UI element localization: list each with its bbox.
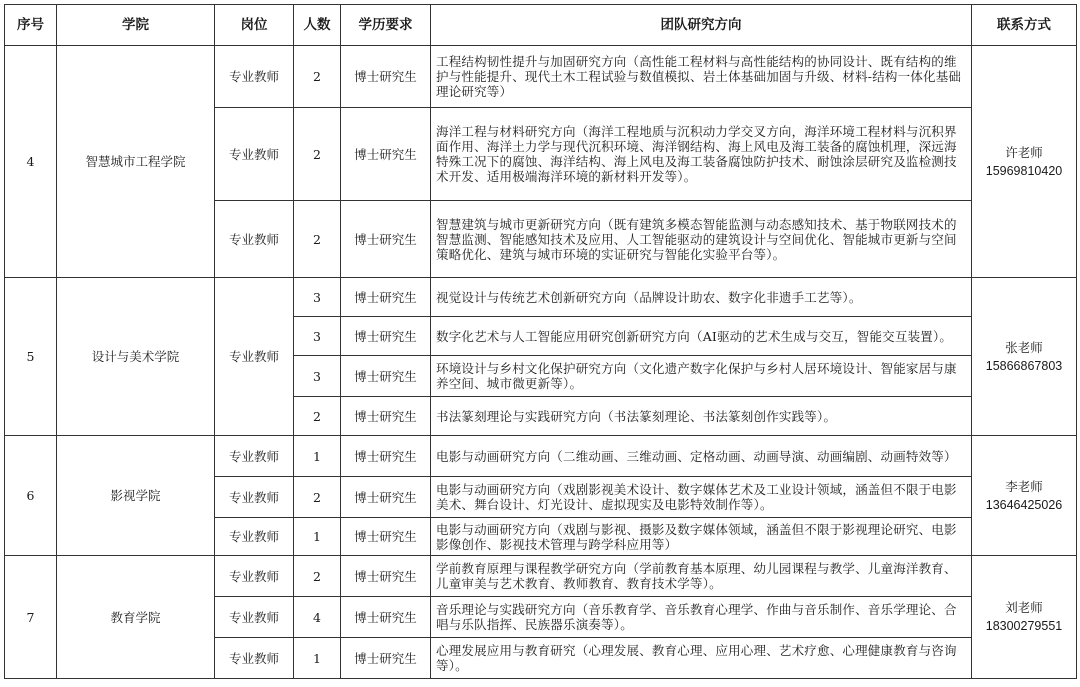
- count-cell: 2: [294, 556, 341, 597]
- post-cell: 专业教师: [215, 436, 294, 477]
- edu-cell: 博士研究生: [341, 638, 431, 679]
- contact-cell: [972, 46, 1077, 278]
- post-cell: 专业教师: [215, 278, 294, 436]
- direction-cell: 视觉设计与传统艺术创新研究方向（品牌设计助农、数字化非遗手工艺等）。: [431, 278, 972, 317]
- college-cell: 影视学院: [57, 436, 215, 556]
- direction-cell: 心理发展应用与教育研究（心理发展、教育心理、应用心理、艺术疗愈、心理健康教育与咨询等）。: [431, 638, 972, 679]
- edu-cell: 博士研究生: [341, 278, 431, 317]
- direction-cell: 书法篆刻理论与实践研究方向（书法篆刻理论、书法篆刻创作实践等）。: [431, 397, 972, 436]
- contact-phone: 15866867803: [985, 358, 1063, 373]
- contact-name: 李老师: [1005, 478, 1043, 494]
- direction-cell: 电影与动画研究方向（二维动画、三维动画、定格动画、动画导演、动画编剧、动画特效等）: [431, 436, 972, 477]
- header-college: 学院: [57, 5, 215, 46]
- post-cell: 专业教师: [215, 556, 294, 597]
- count-cell: 2: [294, 201, 341, 278]
- contact-name: 张老师: [1005, 339, 1043, 355]
- contact-name: 刘老师: [1005, 600, 1043, 615]
- direction-cell: 海洋工程与材料研究方向（海洋工程地质与沉积动力学交叉方向，海洋环境工程材料与沉积界面作用、海洋土力学与现代沉积环境、海洋钢结构、海上风电及海工装备的腐蚀机理，深远海特殊工况下的腐蚀、海洋结构、海上风电及海工装备腐蚀防护技术、耐蚀涂层研究及监检测技术开发、适用极端海洋环境的新材料开发等）。: [431, 108, 972, 201]
- direction-cell: 电影与动画研究方向（戏剧影视美术设计、数字媒体艺术及工业设计领域，涵盖但不限于电影美术、舞台设计、灯光设计、虚拟现实及电影特效制作等）。: [431, 477, 972, 518]
- header-row: [5, 5, 1077, 46]
- count-cell: 2: [294, 477, 341, 518]
- edu-cell: 博士研究生: [341, 201, 431, 278]
- post-cell: 专业教师: [215, 46, 294, 108]
- seq-cell: 4: [5, 46, 57, 278]
- post-cell: 专业教师: [215, 597, 294, 638]
- post-cell: 专业教师: [215, 518, 294, 556]
- edu-cell: 博士研究生: [341, 436, 431, 477]
- direction-cell: 环境设计与乡村文化保护研究方向（文化遗产数字化保护与乡村人居环境设计、智能家居与康养空间、城市微更新等）。: [431, 356, 972, 397]
- direction-cell: 智慧建筑与城市更新研究方向（既有建筑多模态智能监测与动态感知技术、基于物联网技术的智慧监测、智能感知技术及应用、人工智能驱动的建筑设计与空间优化、智能城市更新与空间策略优化、建筑与城市环境的实证研究与智能化实验平台等）。: [431, 201, 972, 278]
- contact-cell: [972, 278, 1077, 436]
- edu-cell: 博士研究生: [341, 317, 431, 356]
- edu-cell: 博士研究生: [341, 356, 431, 397]
- edu-cell: 博士研究生: [341, 556, 431, 597]
- count-cell: 3: [294, 278, 341, 317]
- direction-cell: 音乐理论与实践研究方向（音乐教育学、音乐教育心理学、作曲与音乐制作、音乐学理论、合唱与乐队指挥、民族器乐演奏等）。: [431, 597, 972, 638]
- table-row: [5, 278, 1077, 317]
- edu-cell: 博士研究生: [341, 108, 431, 201]
- header-direction: 团队研究方向: [431, 5, 972, 46]
- header-contact: 联系方式: [972, 5, 1077, 46]
- college-cell: 教育学院: [57, 556, 215, 679]
- direction-cell: 电影与动画研究方向（戏剧与影视、摄影及数字媒体领域，涵盖但不限于影视理论研究、电影影像创作、影视技术管理与跨学科应用等）: [431, 518, 972, 556]
- contact-cell: [972, 556, 1077, 679]
- edu-cell: 博士研究生: [341, 397, 431, 436]
- count-cell: 4: [294, 597, 341, 638]
- edu-cell: 博士研究生: [341, 518, 431, 556]
- contact-name: 许老师: [1005, 144, 1043, 160]
- header-count: 人数: [294, 5, 341, 46]
- header-seq: 序号: [5, 5, 57, 46]
- header-edu: 学历要求: [341, 5, 431, 46]
- post-cell: 专业教师: [215, 201, 294, 278]
- count-cell: 3: [294, 317, 341, 356]
- recruitment-table: [4, 4, 1077, 679]
- edu-cell: 博士研究生: [341, 477, 431, 518]
- post-cell: 专业教师: [215, 638, 294, 679]
- count-cell: 1: [294, 518, 341, 556]
- contact-phone: 18300279551: [985, 619, 1063, 633]
- college-cell: 设计与美术学院: [57, 278, 215, 436]
- edu-cell: 博士研究生: [341, 597, 431, 638]
- count-cell: 1: [294, 638, 341, 679]
- contact-cell: [972, 436, 1077, 556]
- contact-phone: 15969810420: [985, 163, 1063, 178]
- count-cell: 2: [294, 108, 341, 201]
- seq-cell: 5: [5, 278, 57, 436]
- count-cell: 2: [294, 397, 341, 436]
- direction-cell: 工程结构韧性提升与加固研究方向（高性能工程材料与高性能结构的协同设计、既有结构的维护与性能提升、现代土木工程试验与数值模拟、岩土体基础加固与升级、材料-结构一体化基础理论研究等）: [431, 46, 972, 108]
- count-cell: 1: [294, 436, 341, 477]
- table-row: [5, 556, 1077, 597]
- count-cell: 3: [294, 356, 341, 397]
- table-row: [5, 436, 1077, 477]
- post-cell: 专业教师: [215, 477, 294, 518]
- header-post: 岗位: [215, 5, 294, 46]
- edu-cell: 博士研究生: [341, 46, 431, 108]
- post-cell: 专业教师: [215, 108, 294, 201]
- college-cell: 智慧城市工程学院: [57, 46, 215, 278]
- table-row: [5, 46, 1077, 108]
- contact-phone: 13646425026: [985, 497, 1063, 512]
- seq-cell: 7: [5, 556, 57, 679]
- direction-cell: 学前教育原理与课程教学研究方向（学前教育基本原理、幼儿园课程与教学、儿童海洋教育、儿童审美与艺术教育、教师教育、教育技术学等）。: [431, 556, 972, 597]
- count-cell: 2: [294, 46, 341, 108]
- direction-cell: 数字化艺术与人工智能应用研究创新研究方向（AI驱动的艺术生成与交互，智能交互装置）。: [431, 317, 972, 356]
- seq-cell: 6: [5, 436, 57, 556]
